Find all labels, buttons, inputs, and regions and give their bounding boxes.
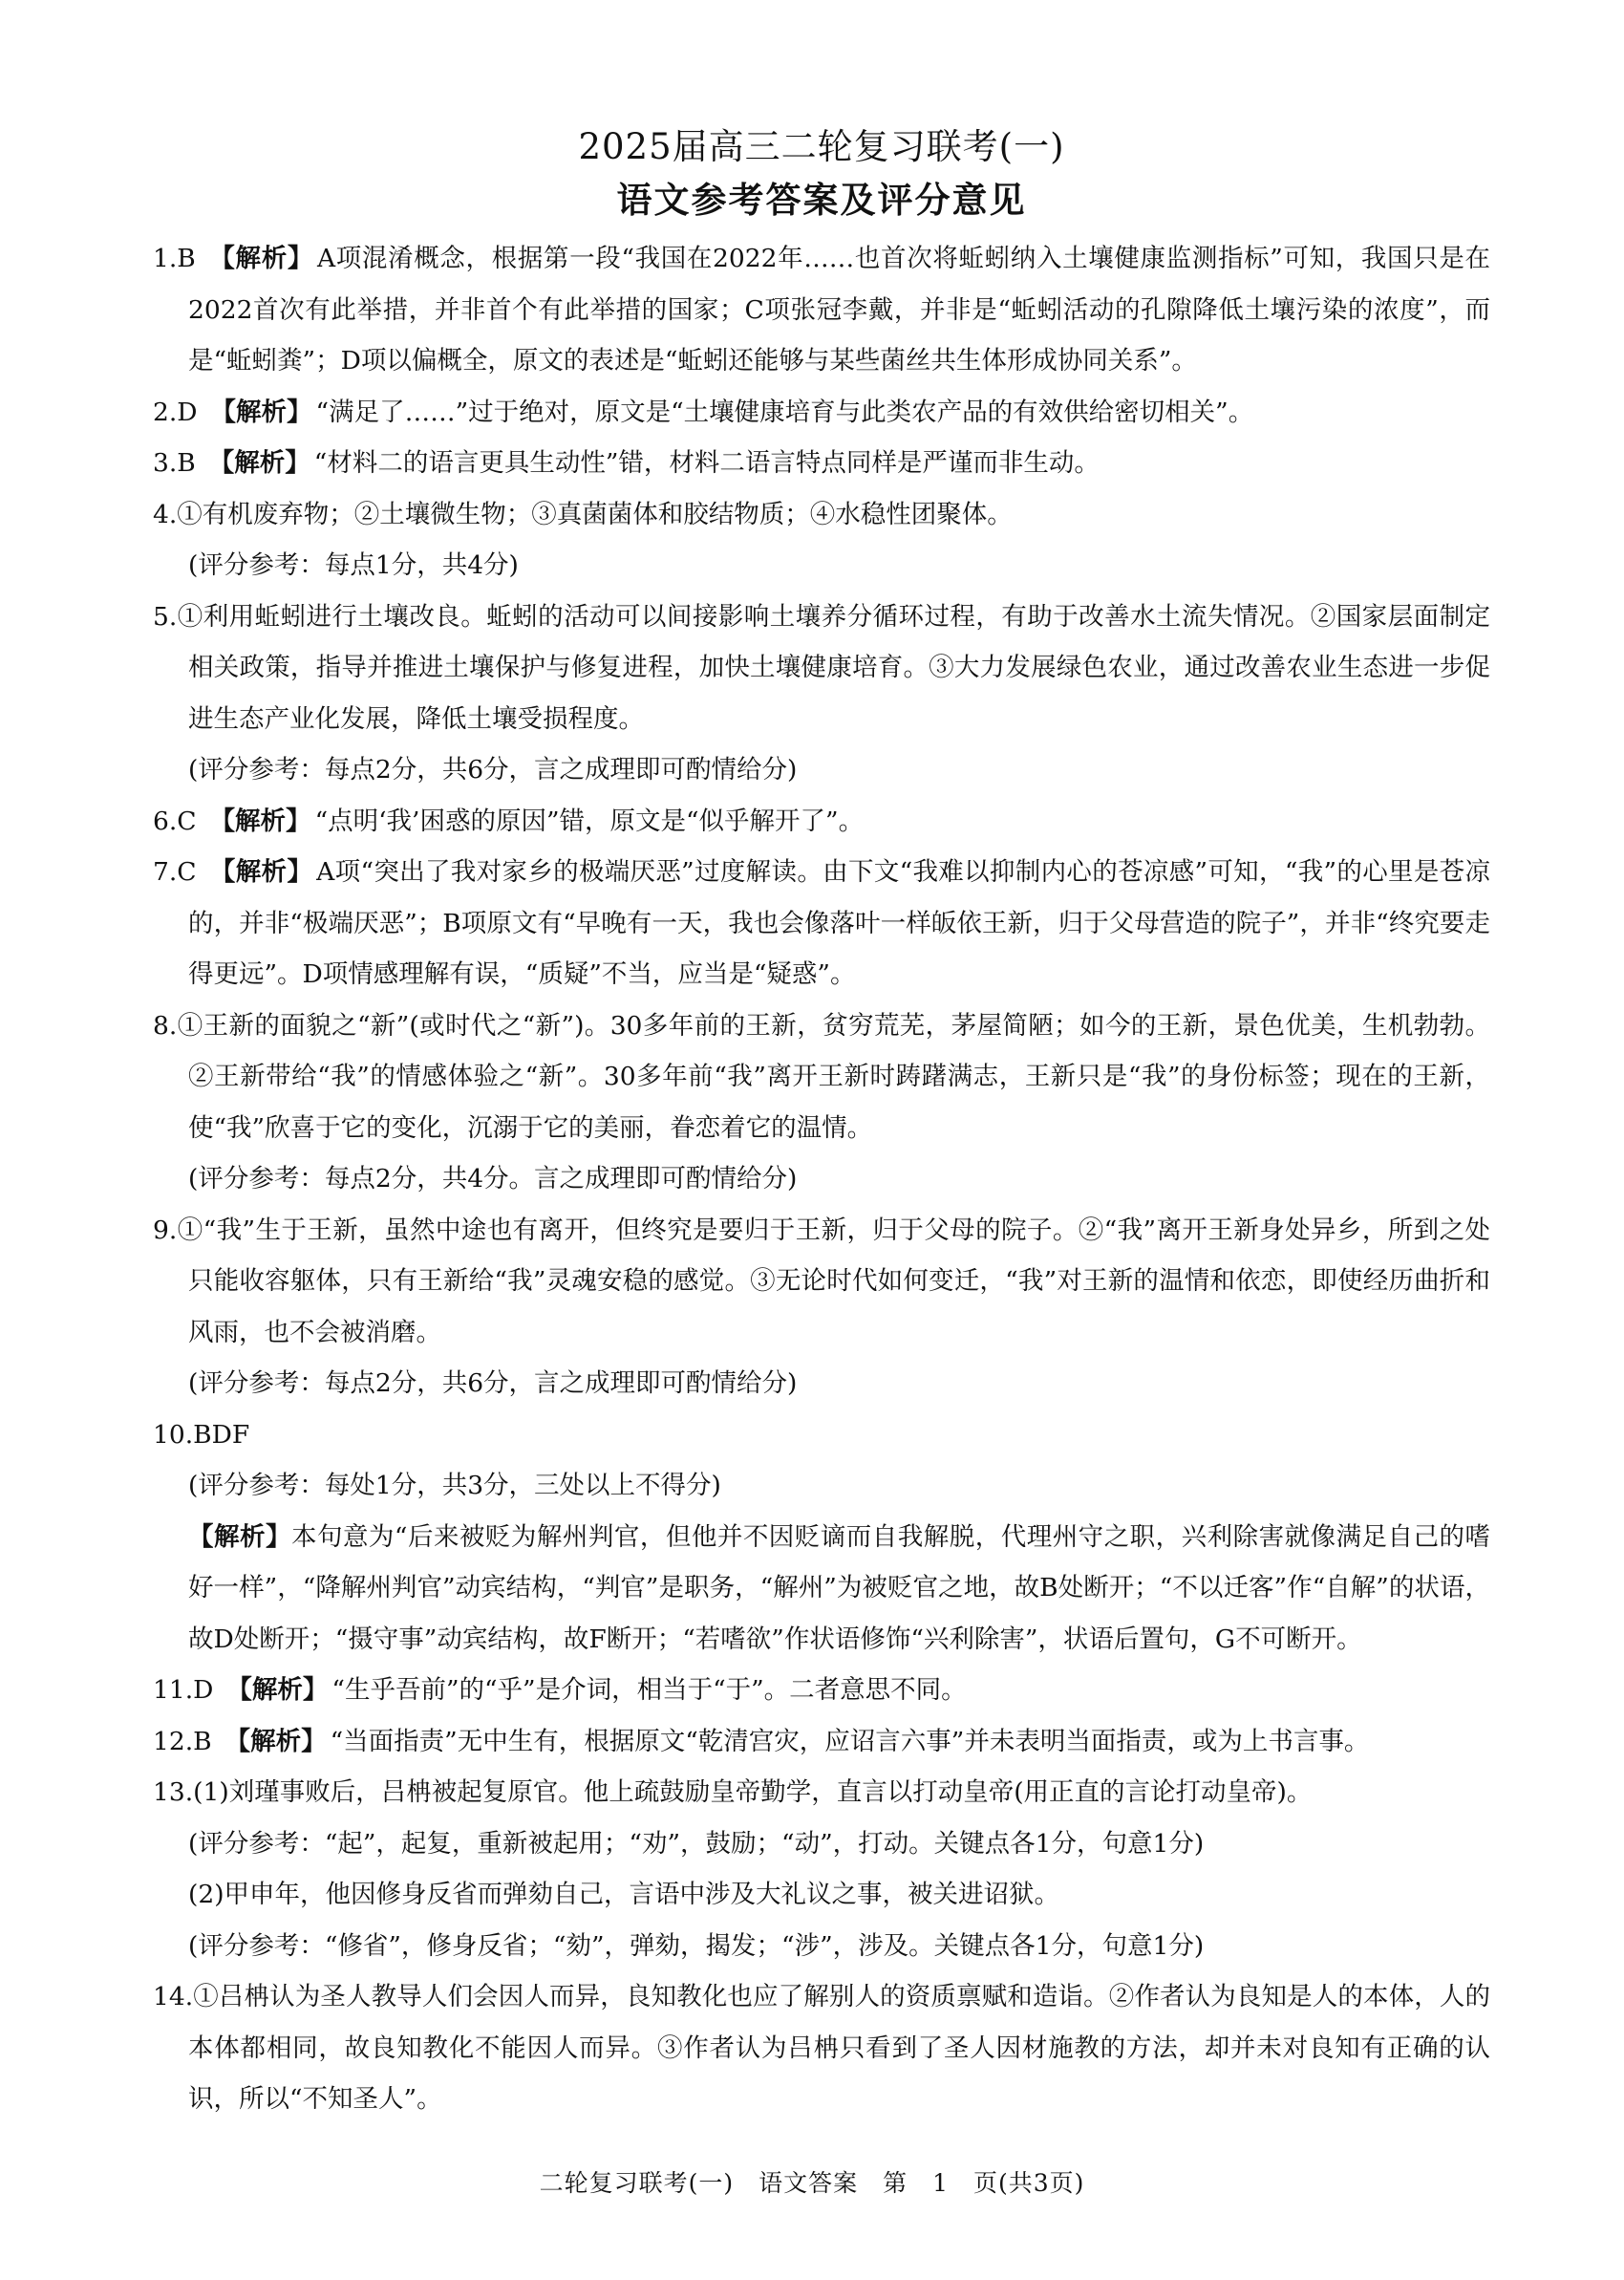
answer-item-7 [153,847,1490,1000]
analysis-tag: 【解析】 [188,1521,291,1552]
analysis-paragraph [188,1512,1490,1666]
scoring-note: (评分参考：每点2分，共6分，言之成理即可酌情给分) [188,755,798,785]
page-footer: 二轮复习联考(一) 语文答案 第 1 页(共3页) [539,2169,1085,2197]
answer-number: 5. [153,601,178,632]
answer-item-12 [153,1716,1490,1768]
answer-number: 14. [153,1982,194,2011]
scoring-note: (评分参考：“起”，起复，重新被起用；“劝”，鼓励；“动”，打动。关键点各1分，句意1分) [188,1828,1205,1859]
answer-text: “满足了……”过于绝对，原文是“土壤健康培育与此类农产品的有效供给密切相关”。 [315,397,1254,427]
answer-text: “生乎吾前”的“乎”是介词，相当于“于”。二者意思不同。 [331,1675,967,1705]
answer-text: ①“我”生于王新，虽然中途也有离开，但终究是要归于王新，归于父母的院子。②“我”离开王新身处异乡，所到之处只能收容躯体，只有王新给“我”灵魂安稳的感觉。③无论时代如何变迁，“我”对王新的温情和依恋，即使经历曲折和风雨，也不会被消磨。 [177,1215,1490,1347]
answer-text: A项“突出了我对家乡的极端厌恶”过度解读。由下文“我难以抑制内心的苍凉感”可知，“我”的心里是苍凉的，并非“极端厌恶”；B项原文有“早晚有一天，我也会像落叶一样皈依王新，归于父母营造的院子”，并非“终究要走得更远”。D项情感理解有误，“质疑”不当，应当是“疑惑”。 [188,857,1490,989]
scoring-note: (评分参考：每点2分，共6分，言之成理即可酌情给分) [188,1368,798,1398]
answer-text: ①利用蚯蚓进行土壤改良。蚯蚓的活动可以间接影响土壤养分循环过程，有助于改善水土流失情况。②国家层面制定相关政策，指导并推进土壤保护与修复进程，加快土壤健康培育。③大力发展绿色农业，通过改善农业生态进一步促进生态产业化发展，降低土壤受损程度。 [177,601,1490,734]
answer-item-8 [153,1000,1490,1205]
answer-item-9 [153,1205,1490,1409]
analysis-tag: 【解析】 [209,857,313,887]
answer-number: 9. [153,1215,178,1245]
page-title: 2025届高三二轮复习联考(一) [578,126,1065,167]
answer-number: 7.C [153,857,197,887]
answer-item-11 [153,1665,1490,1716]
answer-subpart: (2)甲申年，他因修身反省而弹劾自己，言语中涉及大礼议之事，被关进诏狱。 [188,1880,1060,1909]
page-subtitle: 语文参考答案及评分意见 [616,179,1027,221]
answer-number: 11.D [153,1675,214,1705]
answer-number: 3.B [153,448,196,478]
answer-number: 13. [153,1777,194,1807]
answer-item-2 [153,387,1490,439]
answer-list [153,233,1490,2125]
analysis-text: 本句意为“后来被贬为解州判官，但他并不因贬谪而自我解脱，代理州守之职，兴利除害就像满足自己的嗜好一样”，“降解州判官”动宾结构，“判官”是职务，“解州”为被贬官之地，故B处断开；“不以迁客”作“自解”的状语，故D处断开；“摄守事”动宾结构，故F断开；“若嗜欲”作状语修饰“兴利除害”，状语后置句，G不可断开。 [188,1521,1491,1654]
answer-item-3 [153,438,1490,489]
answer-number: 1.B [153,244,196,273]
answer-item-6 [153,796,1490,848]
answer-number: 12.B [153,1726,212,1756]
analysis-tag: 【解析】 [208,448,310,478]
scoring-note: (评分参考：每点1分，共4分) [188,550,519,580]
answer-item-13 [153,1767,1490,1971]
answer-text: “点明‘我’困惑的原因”错，原文是“似乎解开了”。 [314,806,865,836]
answer-text: (1)刘瑾事败后，吕柟被起复原官。他上疏鼓励皇帝勤学，直言以打动皇帝(用正直的言论打动皇帝)。 [193,1777,1313,1807]
scoring-note: (评分参考：每点2分，共4分。言之成理即可酌情给分) [188,1164,798,1194]
analysis-tag: 【解析】 [210,397,312,427]
analysis-tag: 【解析】 [224,1726,327,1756]
analysis-tag: 【解析】 [208,244,313,273]
answer-number: 8. [153,1010,178,1041]
answer-number: 6.C [153,806,197,836]
answer-text: A项混淆概念，根据第一段“我国在2022年……也首次将蚯蚓纳入土壤健康监测指标”可知，我国只是在2022首次有此举措，并非首个有此举措的国家；C项张冠李戴，并非是“蚯蚓活动的孔隙降低土壤污染的浓度”，而是“蚯蚓粪”；D项以偏概全，原文的表述是“蚯蚓还能够与某些菌丝共生体形成协同关系”。 [188,244,1490,376]
analysis-tag: 【解析】 [209,806,311,836]
answer-number: 4. [153,499,178,529]
answer-text: ①王新的面貌之“新”(或时代之“新”)。30多年前的王新，贫穷荒芜，茅屋简陋；如今的王新，景色优美，生机勃勃。②王新带给“我”的情感体验之“新”。30多年前“我”离开王新时踌躇满志，王新只是“我”的身份标签；现在的王新，使“我”欣喜于它的变化，沉溺于它的美丽，眷恋着它的温情。 [177,1010,1490,1143]
answer-text: “材料二的语言更具生动性”错，材料二语言特点同样是严谨而非生动。 [313,448,1100,478]
scoring-note: (评分参考：“修省”，修身反省；“劾”，弹劾，揭发；“涉”，涉及。关键点各1分，句意1分) [188,1930,1205,1961]
analysis-tag: 【解析】 [226,1675,329,1705]
answer-text: ①有机废弃物；②土壤微生物；③真菌菌体和胶结物质；④水稳性团聚体。 [177,499,1013,529]
answer-item-4 [153,489,1490,592]
answer-item-14 [153,1971,1490,2125]
answer-item-5 [153,592,1490,796]
answer-number: 10.BDF [153,1419,250,1450]
answer-text: “当面指责”无中生有，根据原文“乾清宫灾，应诏言六事”并未表明当面指责，或为上书言事。 [330,1726,1370,1756]
answer-item-1 [153,233,1490,387]
answer-number: 2.D [153,397,198,427]
answer-text: ①吕柟认为圣人教导人们会因人而异，良知教化也应了解别人的资质禀赋和造诣。②作者认为良知是人的本体，人的本体都相同，故良知教化不能因人而异。③作者认为吕柟只看到了圣人因材施教的方法，却并未对良知有正确的认识，所以“不知圣人”。 [188,1982,1490,2114]
answer-item-10 [153,1409,1490,1666]
scoring-note: (评分参考：每处1分，共3分，三处以上不得分) [188,1471,721,1500]
